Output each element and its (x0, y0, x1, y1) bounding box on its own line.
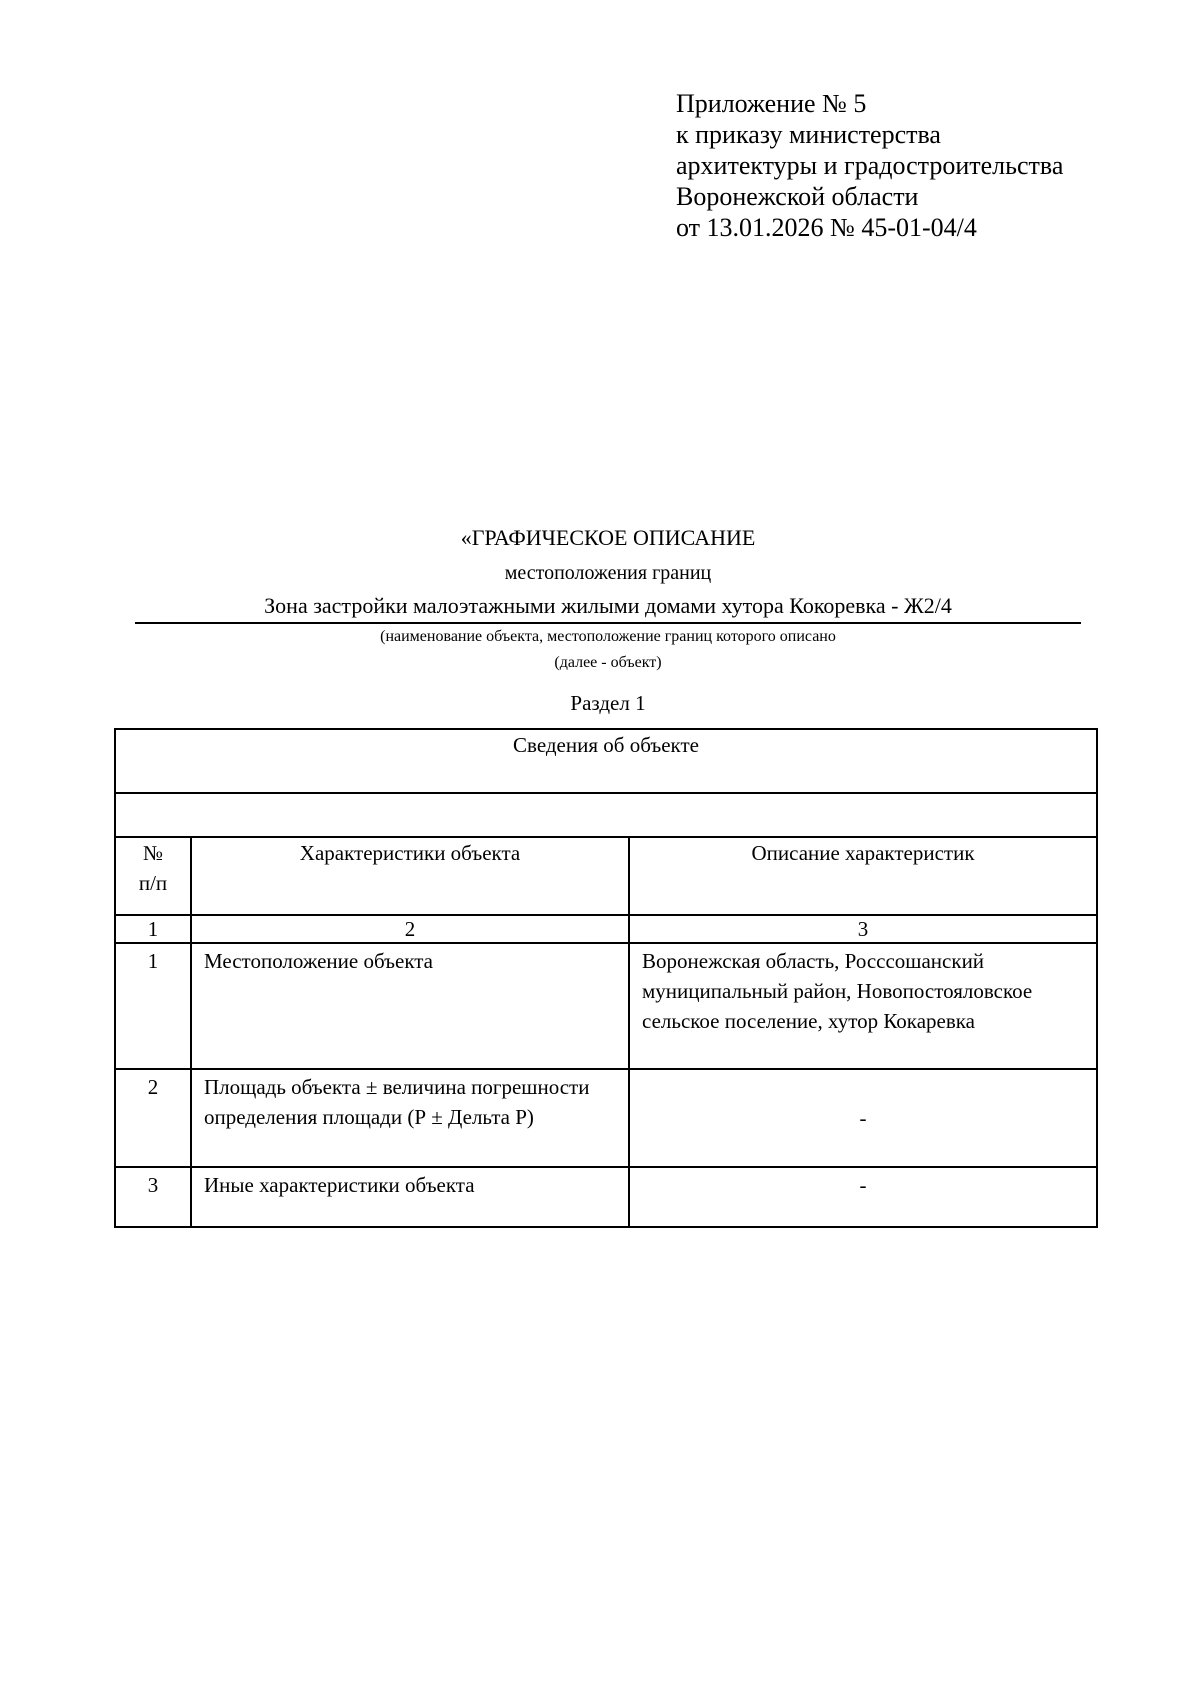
table-empty-row (115, 793, 1097, 837)
row-description: Воронежская область, Росссошанский муниципальный район, Новопостояловское сельское поселение, хутор Кокаревка (629, 943, 1097, 1069)
row-description: - (629, 1167, 1097, 1227)
column-header-number (115, 837, 191, 915)
table-row (115, 1167, 1097, 1227)
row-number: 3 (115, 1167, 191, 1227)
row-characteristic: Иные характеристики объекта (191, 1167, 629, 1227)
column-header-number-line2: п/п (138, 871, 168, 895)
object-info-table (114, 728, 1098, 1228)
appendix-line: от 13.01.2026 № 45-01-04/4 (676, 213, 977, 242)
object-name: Зона застройки малоэтажными жилыми домами хутора Кокоревка - Ж2/4 (135, 592, 1081, 624)
section-label: Раздел 1 (570, 691, 646, 715)
column-number: 1 (115, 915, 191, 943)
object-name-caption: (наименование объекта, местоположение границ которого описано (380, 628, 836, 645)
object-name-caption-continued: (далее - объект) (554, 654, 662, 671)
row-characteristic: Местоположение объекта (191, 943, 629, 1069)
row-number: 1 (115, 943, 191, 1069)
column-header-number-line1: № (142, 841, 164, 865)
table-title-row (115, 729, 1097, 793)
column-number: 2 (191, 915, 629, 943)
table-row (115, 943, 1097, 1069)
appendix-line: Приложение № 5 (676, 89, 867, 118)
column-header-description: Описание характеристик (629, 837, 1097, 915)
row-characteristic: Площадь объекта ± величина погрешности определения площади (Р ± Дельта Р) (191, 1069, 629, 1167)
row-description: - (629, 1069, 1097, 1167)
row-number: 2 (115, 1069, 191, 1167)
column-number: 3 (629, 915, 1097, 943)
table-empty-cell (115, 793, 1097, 837)
table-title: Сведения об объекте (115, 729, 1097, 793)
appendix-block (676, 88, 1063, 243)
column-number-row (115, 915, 1097, 943)
table-row (115, 1069, 1097, 1167)
appendix-line: к приказу министерства (676, 120, 941, 149)
document-title: «ГРАФИЧЕСКОЕ ОПИСАНИЕ (460, 525, 756, 550)
document-subtitle: местоположения границ (504, 562, 712, 584)
table-header-row (115, 837, 1097, 915)
column-header-characteristics: Характеристики объекта (191, 837, 629, 915)
appendix-line: архитектуры и градостроительства (676, 151, 1064, 180)
appendix-line: Воронежской области (676, 182, 919, 211)
